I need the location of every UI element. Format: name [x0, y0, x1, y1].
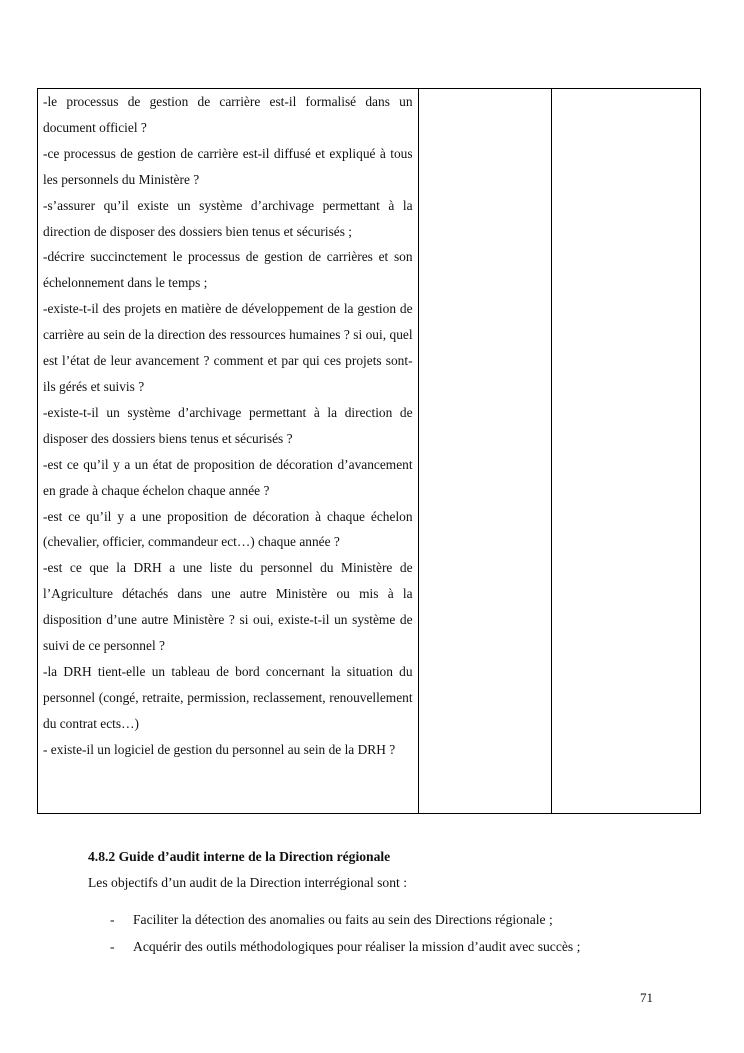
question-item: -ce processus de gestion de carrière est-il diffusé et expliqué à tous les personnels du Ministère ?	[43, 145, 413, 187]
empty-answer-cell	[418, 89, 551, 814]
question-item: -existe-t-il des projets en matière de développement de la gestion de carrière au sein de la direction des ressources humaines ? si oui, quel est l’état de leur avancement ? comment et par qui ces projets sont-ils gérés et suivis ?	[43, 301, 413, 394]
question-item: -la DRH tient-elle un tableau de bord concernant la situation du personnel (congé, retraite, permission, reclassement, renouvellement du contrat ects…)	[43, 663, 413, 731]
question-item: -est ce que la DRH a une liste du personnel du Ministère de l’Agriculture détachés dans une autre Ministère ou mis à la disposition d’une autre Ministère ? si oui, existe-t-il un système de suivi de ce personnel ?	[43, 560, 413, 654]
objective-text: Faciliter la détection des anomalies ou faits au sein des Directions régionale ;	[133, 912, 553, 927]
question-item: - existe-il un logiciel de gestion du personnel au sein de la DRH ?	[43, 741, 396, 757]
question-item: -le processus de gestion de carrière est-il formalisé dans un document officiel ?	[43, 94, 413, 135]
question-item: -s’assurer qu’il existe un système d’archivage permettant à la direction de disposer des dossiers bien tenus et sécurisés ;	[43, 197, 413, 239]
question-item: -existe-t-il un système d’archivage permettant à la direction de disposer des dossiers biens tenus et sécurisés ?	[43, 404, 413, 446]
question-item: -est ce qu’il y a un état de proposition de décoration d’avancement en grade à chaque échelon chaque année ?	[43, 456, 413, 498]
audit-questions-table	[37, 88, 701, 814]
page-number: 71	[640, 990, 653, 1005]
questions-cell	[38, 89, 419, 814]
question-item: -est ce qu’il y a une proposition de décoration à chaque échelon (chevalier, officier, commandeur ect…) chaque année ?	[43, 508, 413, 550]
bullet-dash: -	[110, 939, 115, 954]
bullet-dash: -	[110, 912, 115, 927]
empty-notes-cell	[551, 89, 700, 814]
section-heading: 4.8.2 Guide d’audit interne de la Direction régionale	[88, 849, 391, 864]
table-row	[38, 89, 701, 814]
section-intro: Les objectifs d’un audit de la Direction interrégional sont :	[88, 875, 407, 890]
question-item: -décrire succinctement le processus de gestion de carrières et son échelonnement dans le temps ;	[43, 249, 413, 291]
objective-text: Acquérir des outils méthodologiques pour réaliser la mission d’audit avec succès ;	[133, 939, 581, 954]
